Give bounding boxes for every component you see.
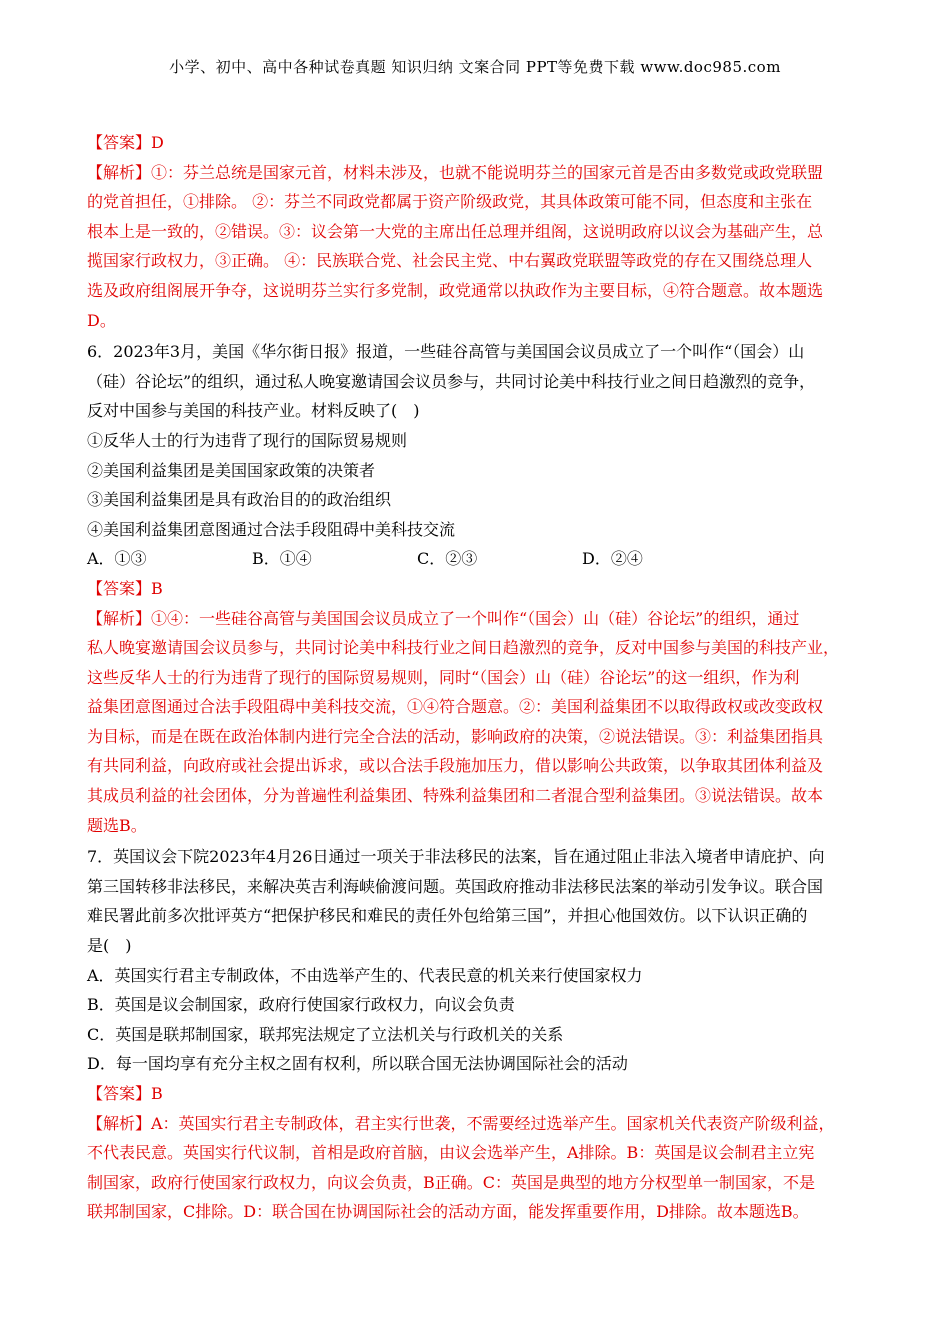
statement: ④美国利益集团意图通过合法手段阻碍中美科技交流 bbox=[87, 519, 456, 539]
analysis-line: 益集团意图通过合法手段阻碍中美科技交流，①④符合题意。②：美国利益集团不以取得政权或改变政权 bbox=[87, 697, 824, 717]
analysis-line: 不代表民意。英国实行代议制，首相是政府首脑，由议会选举产生，A排除。B：英国是议会制君主立宪 bbox=[87, 1143, 815, 1163]
analysis-line: 制国家，政府行使国家行政权力，向议会负责，B正确。C：英国是典型的地方分权型单一制国家，不是 bbox=[87, 1172, 816, 1192]
q5-analysis bbox=[87, 158, 867, 336]
q5-answer: 【答案】D bbox=[87, 133, 164, 152]
analysis-line: 联邦制国家，C排除。D：联合国在协调国际社会的活动方面，能发挥重要作用，D排除。故本题选B。 bbox=[87, 1202, 809, 1222]
question-stem-line: 难民署此前多次批评英方“把保护移民和难民的责任外包给第三国”，并担心他国效仿。以下认识正确的 bbox=[87, 906, 808, 926]
analysis-line: 这些反华人士的行为违背了现行的国际贸易规则，同时“（国会）山（硅）谷论坛”的这一组织，作为利 bbox=[87, 667, 800, 687]
option-b: B．英国是议会制国家，政府行使国家行政权力，向议会负责 bbox=[87, 995, 515, 1015]
option-a: A．①③ bbox=[87, 549, 147, 569]
q6-options bbox=[87, 544, 867, 574]
document-body bbox=[87, 128, 867, 1227]
analysis-line: D。 bbox=[87, 310, 116, 330]
question-stem-line: 6．2023年3月，美国《华尔街日报》报道，一些硅谷高管与美国国会议员成立了一个叫作“（国会）山 bbox=[87, 342, 805, 362]
question-stem-line: 第三国转移非法移民，来解决英吉利海峡偷渡问题。英国政府推动非法移民法案的举动引发争议。联合国 bbox=[87, 876, 824, 896]
question-stem-line: （硅）谷论坛”的组织，通过私人晚宴邀请国会议员参与，共同讨论美中科技行业之间日趋激烈的竞争， bbox=[87, 371, 816, 391]
option-d: D．每一国均享有充分主权之固有权利，所以联合国无法协调国际社会的活动 bbox=[87, 1054, 628, 1074]
statement: ②美国利益集团是美国国家政策的决策者 bbox=[87, 460, 376, 480]
q7-answer: 【答案】B bbox=[87, 1084, 163, 1103]
statement: ③美国利益集团是具有政治目的的政治组织 bbox=[87, 490, 392, 510]
analysis-line: 【解析】①④：一些硅谷高管与美国国会议员成立了一个叫作“（国会）山（硅）谷论坛”的组织，通过 bbox=[87, 608, 800, 628]
option-a: A．英国实行君主专制政体，不由选举产生的、代表民意的机关来行使国家权力 bbox=[87, 965, 643, 985]
option-d: D．②④ bbox=[582, 549, 643, 569]
question-6 bbox=[87, 337, 867, 840]
analysis-line: 有共同利益，向政府或社会提出诉求，或以合法手段施加压力，借以影响公共政策，以争取其团体利益及 bbox=[87, 756, 824, 776]
analysis-line: 【解析】①：芬兰总统是国家元首，材料未涉及，也就不能说明芬兰的国家元首是否由多数党或政党联盟 bbox=[87, 162, 824, 182]
analysis-line: 其成员利益的社会团体，分为普遍性利益集团、特殊利益集团和二者混合型利益集团。③说法错误。故本 bbox=[87, 786, 824, 806]
question-stem-line: 是( ) bbox=[87, 936, 132, 956]
analysis-line: 选及政府组阁展开争夺，这说明芬兰实行多党制，政党通常以执政作为主要目标，④符合题意。故本题选 bbox=[87, 280, 824, 300]
page-header: 小学、初中、高中各种试卷真题 知识归纳 文案合同 PPT等免费下载 www.doc985.com bbox=[169, 58, 781, 76]
option-c: C．英国是联邦制国家，联邦宪法规定了立法机关与行政机关的关系 bbox=[87, 1024, 564, 1044]
option-c: C．②③ bbox=[417, 549, 478, 569]
analysis-line: 根本上是一致的，②错误。③：议会第一大党的主席出任总理并组阁，这说明政府以议会为基础产生，总 bbox=[87, 221, 824, 241]
option-b: B．①④ bbox=[252, 549, 312, 569]
analysis-line: 揽国家行政权力，③正确。 ④：民族联合党、社会民主党、中右翼政党联盟等政党的存在又围绕总理人 bbox=[87, 251, 813, 271]
question-stem-line: 7．英国议会下院2023年4月26日通过一项关于非法移民的法案，旨在通过阻止非法入境者申请庇护、向 bbox=[87, 847, 825, 867]
analysis-line: 题选B。 bbox=[87, 815, 147, 835]
statement: ①反华人士的行为违背了现行的国际贸易规则 bbox=[87, 430, 408, 450]
analysis-line: 为目标，而是在既在政治体制内进行完全合法的活动，影响政府的决策，②说法错误。③：利益集团指具 bbox=[87, 726, 824, 746]
question-stem-line: 反对中国参与美国的科技产业。材料反映了( ) bbox=[87, 401, 420, 421]
analysis-line: 的党首担任，①排除。 ②：芬兰不同政党都属于资产阶级政党，其具体政策可能不同，但态度和主张在 bbox=[87, 192, 813, 212]
question-7 bbox=[87, 842, 867, 1227]
analysis-line: 【解析】A：英国实行君主专制政体，君主实行世袭，不需要经过选举产生。国家机关代表资产阶级利益， bbox=[87, 1113, 835, 1133]
analysis-line: 私人晚宴邀请国会议员参与，共同讨论美中科技行业之间日趋激烈的竞争，反对中国参与美国的科技产业， bbox=[87, 638, 840, 658]
q6-answer: 【答案】B bbox=[87, 578, 163, 598]
